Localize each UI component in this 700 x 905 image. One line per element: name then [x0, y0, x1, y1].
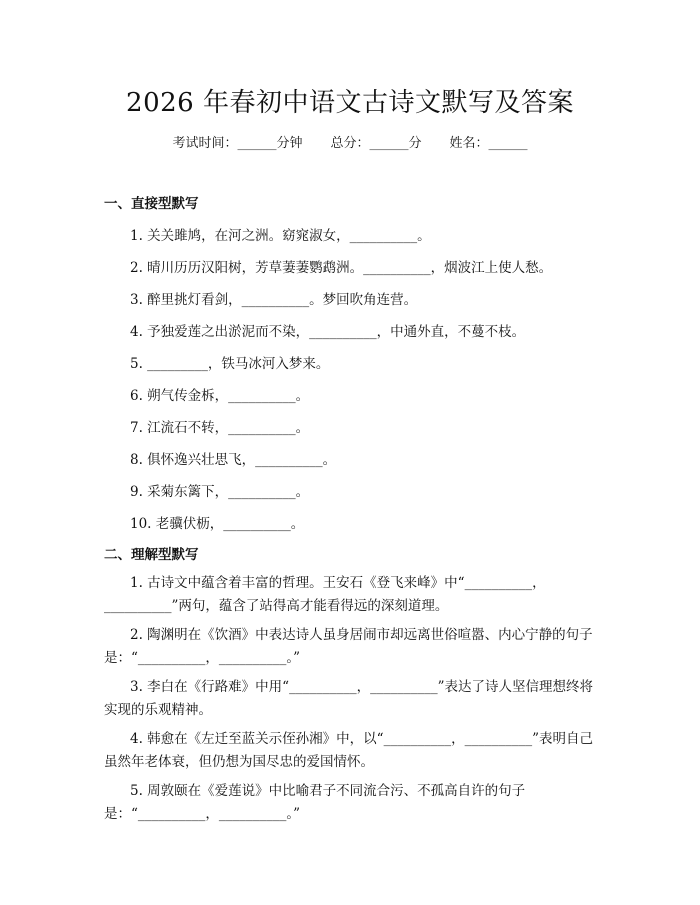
- question-item: 5. 周敦颐在《爱莲说》中比喻君子不同流合污、不孤高自许的句子是：“__________，__________。”: [104, 783, 526, 822]
- question-item: 10. 老骥伏枥，__________。: [130, 516, 305, 532]
- total-score: 总分：______分: [330, 136, 422, 151]
- question-item: 4. 韩愈在《左迁至蓝关示侄孙湘》中，以“__________，__________”表明自己虽然年老体衰，但仍想为国尽忠的爱国情怀。: [104, 731, 593, 770]
- exam-time: 考试时间：______分钟: [172, 136, 303, 151]
- question-item: 3. 醉里挑灯看剑，__________。梦回吹角连营。: [130, 292, 418, 308]
- question-item: 2. 晴川历历汉阳树，芳草萋萋鹦鹉洲。__________，烟波江上使人愁。: [130, 260, 553, 276]
- section-heading-direct: 一、直接型默写: [104, 196, 199, 212]
- section-heading-understanding: 二、理解型默写: [104, 547, 199, 563]
- question-item: 2. 陶渊明在《饮酒》中表达诗人虽身居闹市却远离世俗喧嚣、内心宁静的句子是：“__________，__________。”: [104, 627, 593, 666]
- exam-meta: [0, 132, 700, 151]
- question-item: 1. 关关雎鸠，在河之洲。窈窕淑女，__________。: [130, 228, 431, 244]
- question-item: 4. 予独爱莲之出淤泥而不染，__________，中通外直，不蔓不枝。: [130, 324, 526, 340]
- question-item: 1. 古诗文中蕴含着丰富的哲理。王安石《登飞来峰》中“__________，__________”两句，蕴含了站得高才能看得远的深刻道理。: [104, 575, 546, 614]
- question-item: 3. 李白在《行路难》中用“__________，__________”表达了诗人坚信理想终将实现的乐观精神。: [104, 679, 593, 718]
- question-item: 8. 俱怀逸兴壮思飞，__________。: [130, 452, 337, 468]
- page-title: 2026 年春初中语文古诗文默写及答案: [126, 88, 574, 118]
- question-item: 5. _________，铁马冰河入梦来。: [130, 356, 330, 372]
- question-item: 6. 朔气传金柝，__________。: [130, 388, 310, 404]
- question-item: 7. 江流石不转，__________。: [130, 420, 310, 436]
- student-name: 姓名：______: [449, 136, 528, 151]
- question-item: 9. 采菊东篱下，__________。: [130, 484, 310, 500]
